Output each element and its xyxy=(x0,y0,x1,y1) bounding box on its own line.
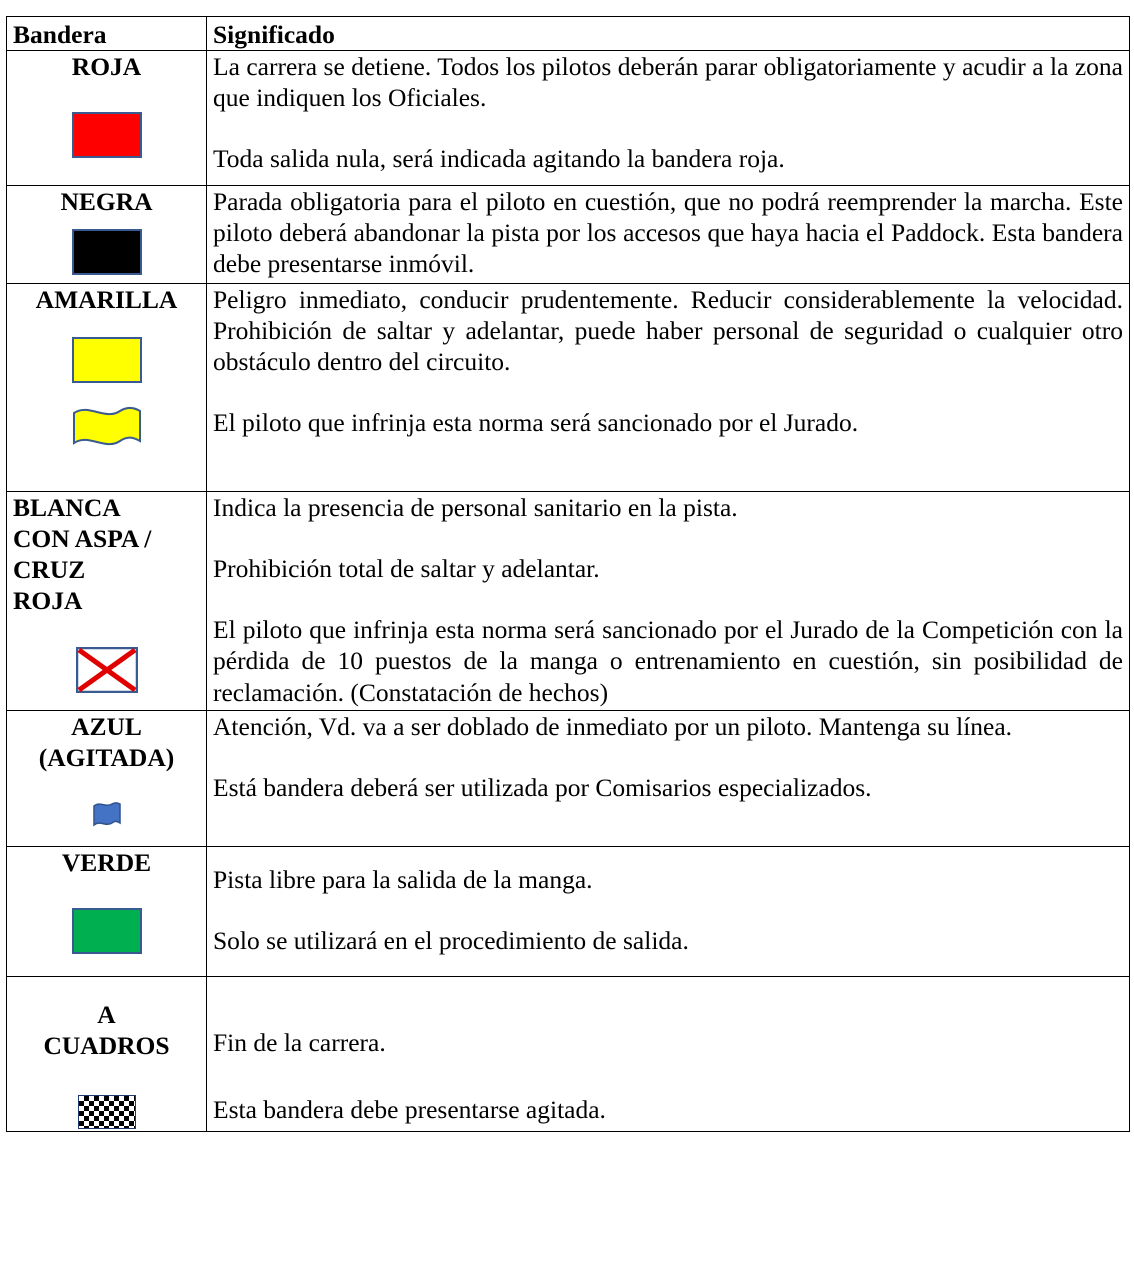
meaning-cell xyxy=(207,711,1130,847)
header-bandera: Bandera xyxy=(7,17,207,51)
flag-cell xyxy=(7,284,207,492)
row-roja xyxy=(7,51,1130,186)
meaning-text: Esta bandera debe presentarse agitada. xyxy=(213,1095,606,1125)
meaning-text: Atención, Vd. va a ser doblado de inmediato por un piloto. Mantenga su línea. xyxy=(213,712,1013,742)
green-flag-icon xyxy=(72,908,142,954)
flag-name: (AGITADA) xyxy=(38,743,175,773)
flag-cell xyxy=(7,492,207,711)
meaning-text: Pista libre para la salida de la manga. xyxy=(213,865,593,895)
flag-name: AMARILLA xyxy=(35,285,178,315)
flag-name: ROJA xyxy=(71,52,142,82)
flag-name: BLANCA xyxy=(13,493,121,523)
meaning-cell xyxy=(207,186,1130,284)
meaning-cell xyxy=(207,977,1130,1132)
meaning-text: El piloto que infrinja esta norma será sancionado por el Jurado. xyxy=(213,408,859,438)
meaning-text: Toda salida nula, será indicada agitando la bandera roja. xyxy=(213,144,785,174)
meaning-text: Solo se utilizará en el procedimiento de salida. xyxy=(213,926,689,956)
flag-name: CUADROS xyxy=(43,1031,170,1061)
black-flag-icon xyxy=(72,229,142,275)
flag-cell xyxy=(7,51,207,186)
meaning-cell xyxy=(207,284,1130,492)
meaning-text: Fin de la carrera. xyxy=(213,1028,386,1058)
row-azul xyxy=(7,711,1130,847)
meaning-text: Parada obligatoria para el piloto en cuestión, que no podrá reemprender la marcha. Este piloto deberá abandonar la pista por los accesos que haya hacia el Paddock. Esta bandera debe presentarse inmóvil. xyxy=(213,187,1123,279)
meaning-cell xyxy=(207,847,1130,977)
meaning-text: Está bandera deberá ser utilizada por Comisarios especializados. xyxy=(213,773,872,803)
red-flag-icon xyxy=(72,112,142,158)
row-negra xyxy=(7,186,1130,284)
header-row xyxy=(7,17,1130,51)
meaning-text: La carrera se detiene. Todos los pilotos deberán parar obligatoriamente y acudir a la zona que indiquen los Oficiales. xyxy=(213,52,1123,113)
checkered-flag-icon xyxy=(78,1095,136,1129)
meaning-text: Indica la presencia de personal sanitario en la pista. xyxy=(213,493,738,523)
meaning-text: El piloto que infrinja esta norma será sancionado por el Jurado de la Competición con la pérdida de 10 puestos de la manga o entrenamiento en cuestión, sin posibilidad de reclamación. (Constatación de hechos) xyxy=(213,615,1123,707)
flag-name: CON ASPA / xyxy=(13,524,152,554)
row-cuadros xyxy=(7,977,1130,1132)
row-verde xyxy=(7,847,1130,977)
flag-name: A xyxy=(97,1000,116,1030)
flag-name: ROJA xyxy=(13,586,83,616)
white-red-cross-flag-icon xyxy=(76,647,138,693)
flag-cell xyxy=(7,847,207,977)
header-significado: Significado xyxy=(207,17,1130,51)
yellow-flag-icon xyxy=(72,337,142,383)
flag-name: AZUL xyxy=(71,712,142,742)
row-blanca xyxy=(7,492,1130,711)
flags-table xyxy=(6,16,1130,1132)
flag-name: VERDE xyxy=(61,848,152,878)
waving-yellow-flag-icon xyxy=(71,405,143,449)
meaning-text: Peligro inmediato, conducir prudentemente. Reducir considerablemente la velocidad. Prohibición de saltar y adelantar, puede haber personal de seguridad o cualquier otro obstáculo dentro del circuito. xyxy=(213,285,1123,377)
flag-cell xyxy=(7,977,207,1132)
row-amarilla xyxy=(7,284,1130,492)
flag-cell xyxy=(7,186,207,284)
meaning-cell xyxy=(207,492,1130,711)
meaning-cell xyxy=(207,51,1130,186)
flag-name: NEGRA xyxy=(60,187,153,217)
meaning-text: Prohibición total de saltar y adelantar. xyxy=(213,554,600,584)
flag-cell xyxy=(7,711,207,847)
waving-blue-flag-icon xyxy=(92,801,122,827)
flag-name: CRUZ xyxy=(13,555,86,585)
